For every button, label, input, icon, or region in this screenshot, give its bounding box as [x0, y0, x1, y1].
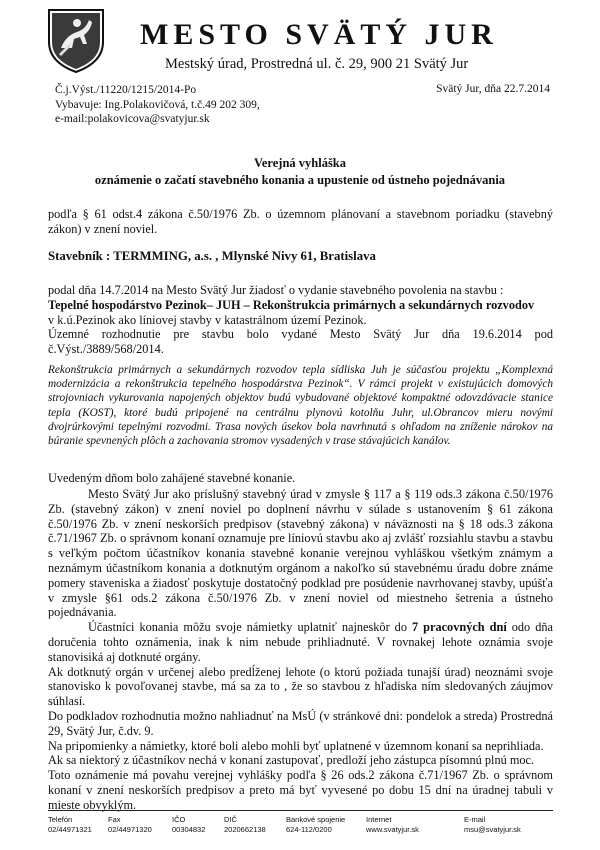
office-address: Mestský úrad, Prostredná ul. č. 29, 900 21 Svätý Jur — [165, 56, 469, 72]
footer-fax — [108, 815, 152, 835]
procedure-started: Uvedeným dňom bolo zahájené stavebné konanie. — [48, 471, 296, 485]
reference-number: Č.j.Výst./11220/1215/2014-Po — [55, 84, 197, 96]
footer-internet — [366, 815, 419, 835]
submission-line-c: v k.ú.Pezinok ako líniovej stavby v katastrálnom území Pezinok. — [48, 312, 367, 327]
notice-line-2: oznámenie o začatí stavebného konania a upustenie od ústneho pojednávania — [94, 173, 506, 187]
handled-by: Vybavuje: Ing.Polakovičová, t.č.49 202 309, — [55, 98, 260, 111]
body-paragraph-7: Toto oznámenie má povahu verejnej vyhlášky podľa § 26 ods.2 zákona č.71/1967 Zb. o správnom konaní v znení neskorších predpisov a preto má byť vyvesené po dobu 15 dní na úradnej tabuli v mieste obvyklým. — [48, 768, 553, 812]
body-2-a: Účastníci konania môžu svoje námietky uplatniť najneskôr do — [88, 620, 412, 635]
body-paragraph-5: Na pripomienky a námietky, ktoré boli alebo mohli byť uplatnené v územnom konaní sa neprihliada. — [48, 738, 544, 753]
builder — [48, 249, 553, 264]
footer-email — [464, 815, 521, 835]
footer-value: msu@svatyjur.sk — [464, 825, 521, 834]
footer-ico — [172, 815, 205, 835]
footer-phone — [48, 815, 92, 835]
footer-value: www.svatyjur.sk — [366, 825, 419, 834]
footer-label: Telefón — [48, 815, 73, 824]
body-2-b: odo dňa doručenia tohto oznámenia, inak k nim nebude prihliadnuté. V rovnakej lehote oznámia svoje stanovisiká aj dotknuté orgány. — [48, 620, 553, 664]
submission-line-d: Územné rozhodnutie pre stavbu bolo vydané Mesto Svätý Jur dňa 19.6.2014 pod č.Výst./3889/568/2014. — [48, 327, 553, 357]
body-paragraph-6: Ak sa niektorý z účastníkov nechá v konaní zastupovať, predloží jeho zástupca písomnú plnú moc. — [48, 753, 535, 768]
footer-value: 02/44971321 — [48, 825, 92, 834]
builder-label: Stavebník : — [48, 249, 111, 263]
submission-line-a: podal dňa 14.7.2014 na Mesto Svätý Jur žiadosť o vydanie stavebného povolenia na stavbu : — [48, 283, 504, 297]
body-paragraph-3: Ak dotknutý orgán v určenej alebo predĺženej lehote (o ktorú požiada tunajší úrad) neoznámi svoje stanovisko k povoľovanej stavbe, má sa za to , že so stavbou z hľadiska ním sledovaných záujmov súhlasí. — [48, 664, 553, 709]
footer-label: DIČ — [224, 815, 237, 824]
project-name: Tepelné hospodárstvo Pezinok– JUH – Rekonštrukcia primárnych a sekundárnych rozvodov — [48, 297, 535, 312]
builder-value: TERMMING, a.s. , Mlynské Nivy 61, Bratislava — [113, 249, 376, 263]
footer-label: IČO — [172, 815, 186, 824]
deadline: 7 pracovných dní — [412, 620, 507, 635]
footer-label: Bankové spojenie — [286, 815, 346, 824]
document-date: Svätý Jur, dňa 22.7.2014 — [436, 83, 550, 95]
footer-divider — [48, 810, 553, 811]
footer-label: Fax — [108, 815, 121, 824]
footer-value: 2020662138 — [224, 825, 266, 834]
footer-label: Internet — [366, 815, 392, 824]
notice-heading — [0, 155, 600, 189]
document-meta — [55, 83, 260, 127]
footer-label: E-mail — [464, 815, 486, 824]
body-paragraph-2 — [48, 620, 553, 664]
coat-of-arms-icon — [47, 8, 105, 74]
footer-value: 624-112/0200 — [286, 825, 332, 834]
footer-value: 00304832 — [172, 825, 206, 834]
submission-paragraph — [48, 283, 553, 357]
footer-bank — [286, 815, 345, 835]
body-paragraph-1: Mesto Svätý Jur ako príslušný stavebný úrad v zmysle § 117 a § 119 ods.3 zákona č.50/1976 Zb. (stavebný zákon) v znení noviel po doplnení návrhu v súlade s ustanovením § 61 zákona č.50/1976 Zb. v znení neskorších predpisov (stavebný zákona) v náväznosti na § 18 ods.3 zákona č.71/1967 Zb. o správnom konaní oznamuje pre líniovú stavbu ako aj zvlášť rozsiahlu stavbu a stavbu s veľkým počtom účastníkov konania stavebné konanie verejnou vyhláškou všetkým známym a neznámym účastníkom konania a dotknutým orgánom a nakoľko sú stavebnému úradu dobre známe pomery staveniska a žiadosť poskytuje dostatočný podklad pre posúdenie navrhovanej stavby, upúšťa v zmysle §61 ods.2 zákona č.50/1976 Zb. v znení noviel od miestneho šetrenia a ústneho pojednávania. — [48, 487, 553, 620]
procedure-body — [48, 487, 553, 813]
municipality-title: MESTO SVÄTÝ JUR — [140, 18, 498, 51]
contact-email: e-mail:polakovicova@svatyjur.sk — [55, 113, 210, 125]
notice-line-1: Verejná vyhláška — [253, 156, 347, 170]
footer-dic — [224, 815, 266, 835]
project-description: Rekonštrukcia primárnych a sekundárnych rozvodov tepla sídliska Juh je súčasťou projektu „Komplexná modernizácia a rekonštrukcia tepelného hospodárstva Pezinok“. V rámci projekt v existujúcich domových strojovniach vykurovania napojených objektov budú vybudované objektové kompaktné odovzdávacie stanice tepla (KOST), ktoré budú pripojené na centrálnu plynovú kotolňu Juhr, ul.Obrancov mieru novými dvojrúrkovými tepelnými rozvodmi. Trasa nových úsekov bola navrhnutá s ohľadom na zníženie nárokov na búranie spevnených plôch a zachovania stromov vysadených v trase stávajúcich kanálov. — [48, 364, 553, 448]
legal-basis: podľa § 61 odst.4 zákona č.50/1976 Zb. o územnom plánovaní a stavebnom poriadku (stavebný zákon) v znení noviel. — [48, 207, 553, 236]
body-paragraph-4: Do podkladov rozhodnutia možno nahliadnuť na MsÚ (v stránkové dni: pondelok a streda) Prostredná 29, Svätý Jur, č.dv. 9. — [48, 708, 553, 738]
footer-value: 02/44971320 — [108, 825, 152, 834]
